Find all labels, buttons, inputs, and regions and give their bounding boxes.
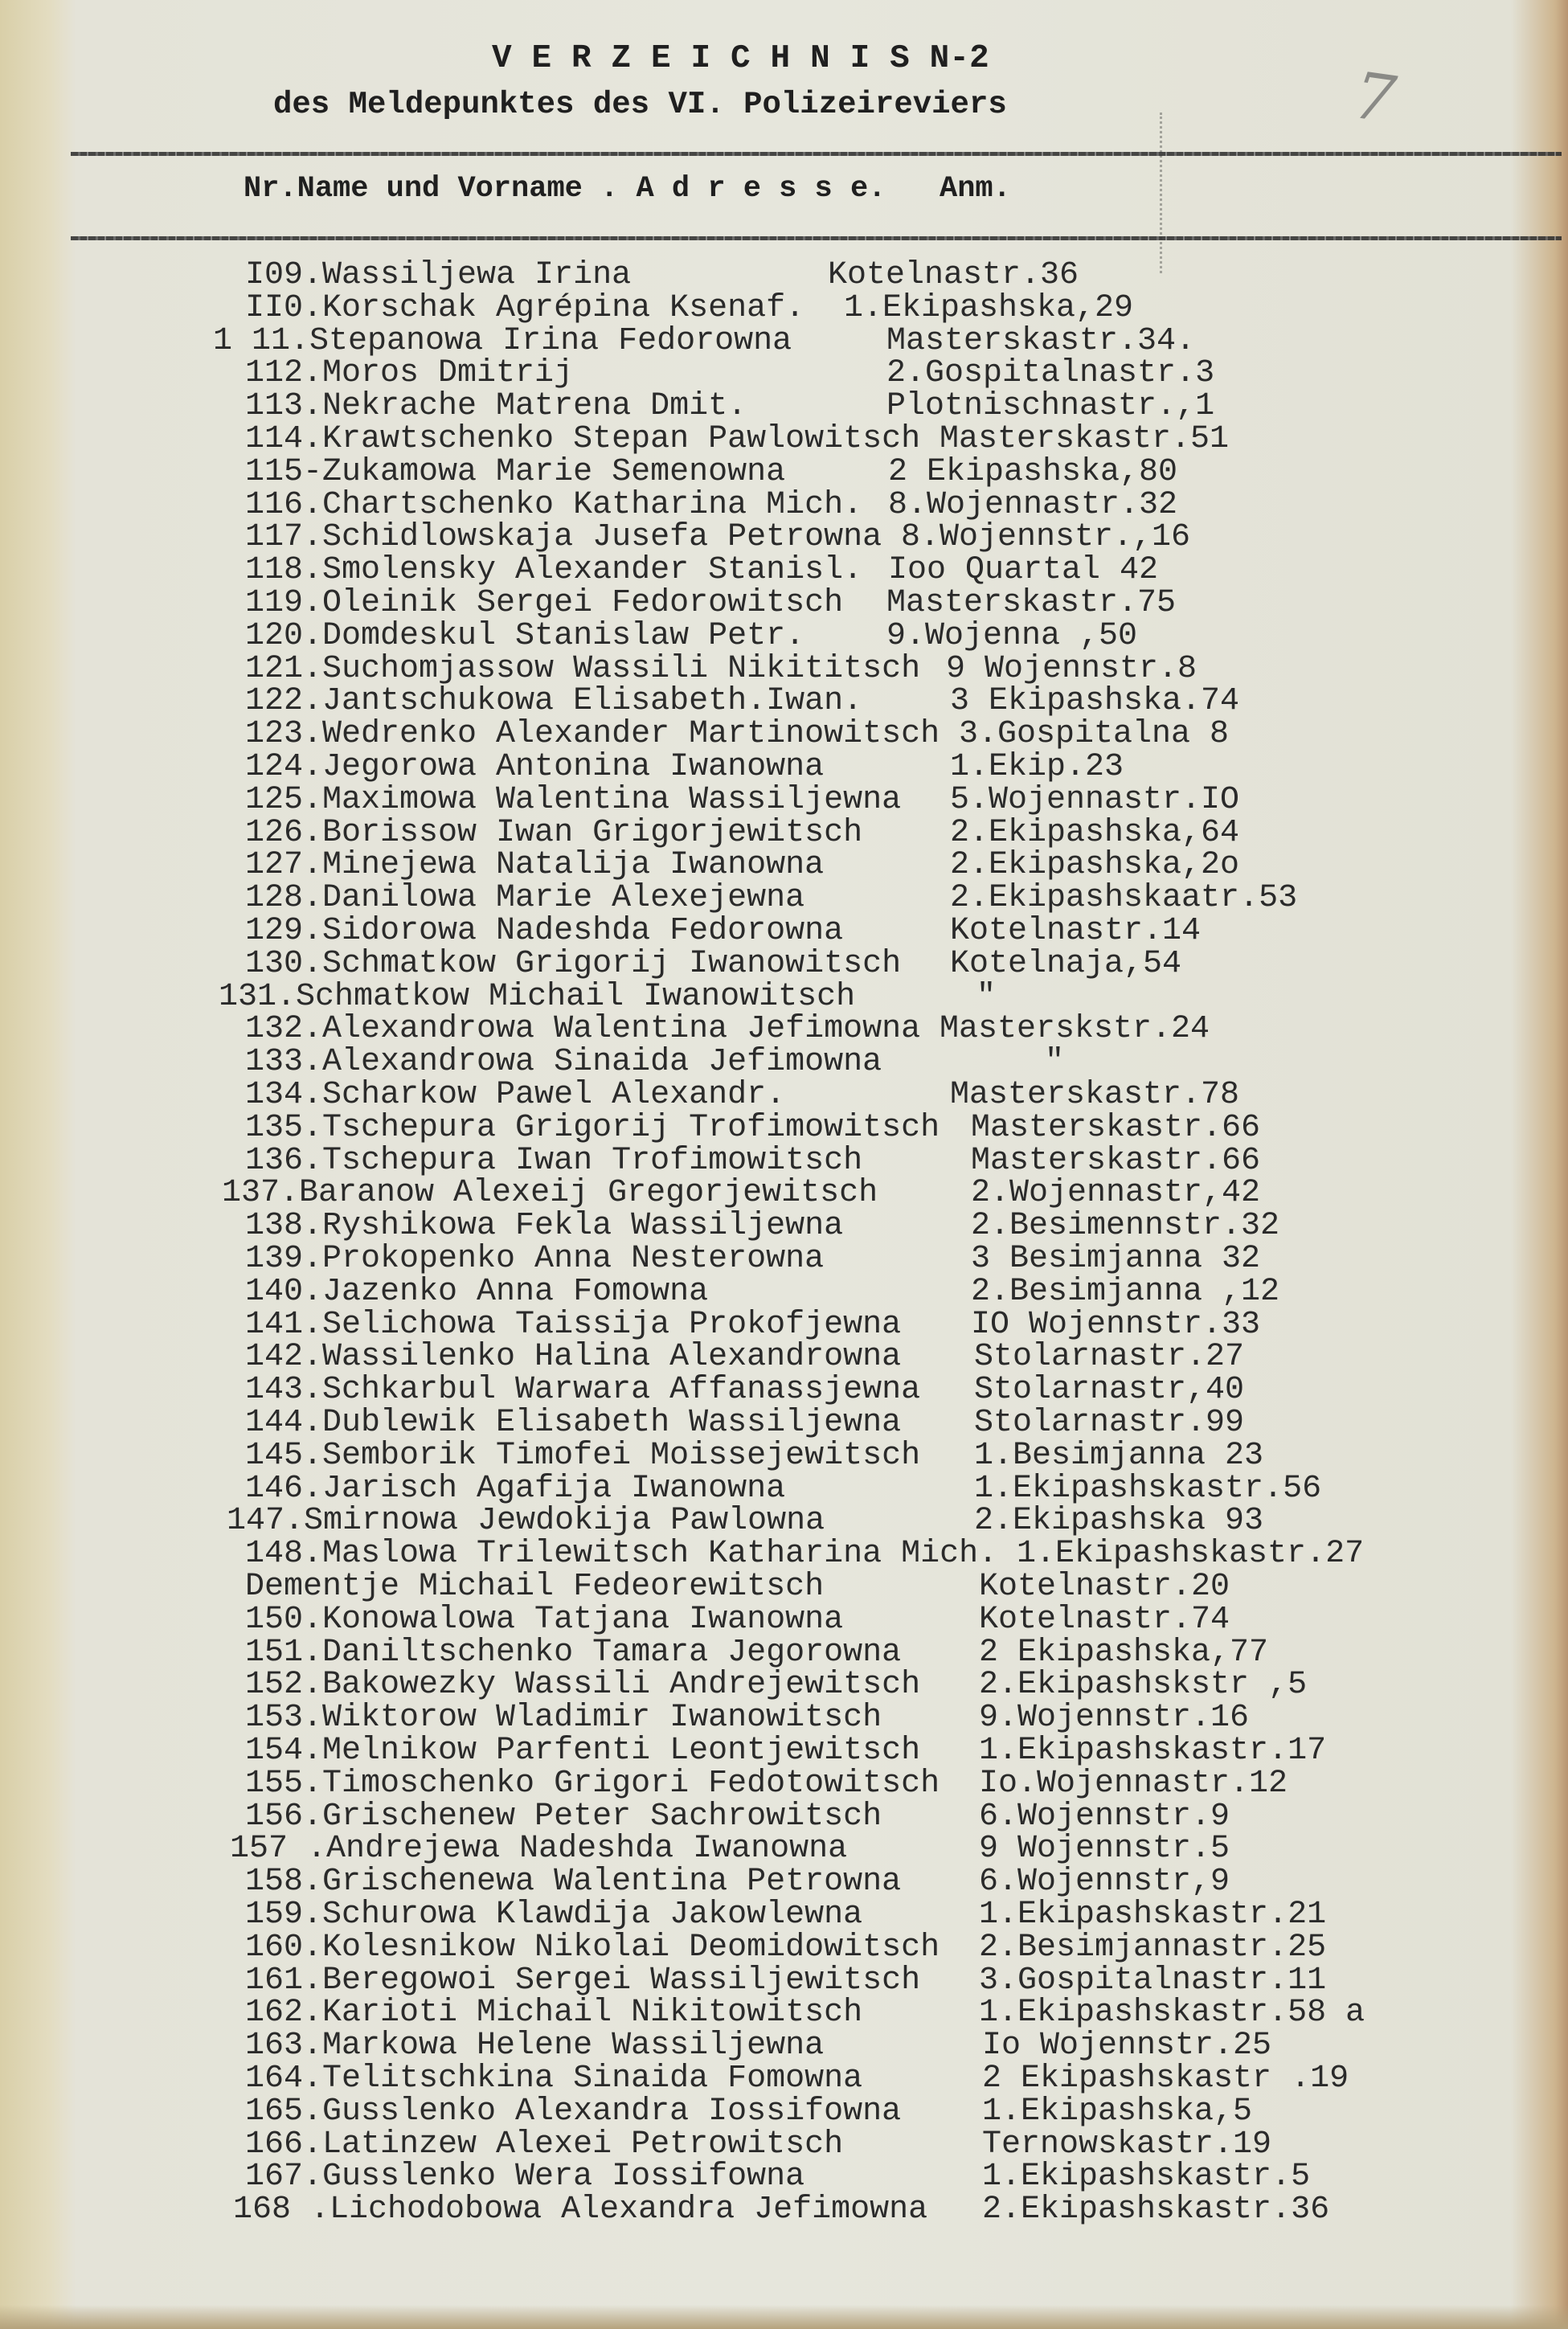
list-item (0, 945, 1568, 982)
entry-number: 144. (245, 1405, 323, 1441)
list-item (0, 1079, 1568, 1111)
entry-address: Kotelnastr.74 (979, 1601, 1230, 1638)
entry-number: 115- (245, 453, 323, 490)
entry-number: 131. (219, 978, 297, 1015)
entry-number: 121. (245, 650, 323, 687)
entry-number: 116. (245, 486, 323, 523)
list-item (0, 650, 1568, 687)
entry-number: 114. (245, 421, 323, 457)
entry-address: 3 Ekipashska.74 (950, 683, 1240, 720)
entry-name: Jarisch Agafija Iwanowna (322, 1470, 786, 1507)
entry-address: 1.Ekipashskastr.5 (982, 2159, 1311, 2196)
list-item (0, 1275, 1568, 1308)
entry-name: Baranow Alexeij Gregorjewitsch (299, 1175, 878, 1212)
entry-number: 156. (245, 1798, 323, 1835)
entry-address: 8.Wojennastr.32 (888, 486, 1178, 523)
entry-name: Gusslenko Wera Iossifowna (322, 2159, 805, 2196)
entry-address: 2.Ekipashska,2o (950, 847, 1240, 884)
entry-number: 160. (245, 1929, 323, 1966)
entry-name: Tschepura Iwan Trofimowitsch (322, 1142, 863, 1179)
list-item (0, 1536, 1568, 1573)
list-item (0, 1603, 1568, 1636)
entry-name: Borissow Iwan Grigorjewitsch (322, 814, 863, 851)
list-item (0, 486, 1568, 523)
entry-name: Grischenewa Walentina Petrowna (322, 1864, 902, 1901)
entry-number: 141. (245, 1306, 323, 1343)
list-item (0, 1700, 1568, 1737)
list-item (0, 1046, 1568, 1079)
entry-number: 133. (245, 1044, 323, 1081)
list-item (0, 1636, 1568, 1669)
list-item (0, 390, 1568, 423)
entry-name: Lichodobowa Alexandra Jefimowna (330, 2192, 928, 2229)
list-item (0, 1864, 1568, 1901)
entry-address: 3 Besimjanna 32 (971, 1241, 1261, 1277)
entry-name: Bakowezky Wassili Andrejewitsch (322, 1667, 921, 1704)
entry-number: 168 . (233, 2192, 330, 2229)
entry-number: 145. (245, 1437, 323, 1474)
entry-number: 162. (245, 1995, 323, 2032)
list-item (0, 1208, 1568, 1245)
list-item (0, 1406, 1568, 1439)
list-item (0, 2159, 1568, 2196)
entry-address: 1.Ekip.23 (950, 749, 1124, 785)
entry-number: 158. (245, 1864, 323, 1901)
list-item (0, 357, 1568, 390)
entry-address: 2.Ekipashskastr.36 (982, 2192, 1330, 2229)
entry-number: 138. (245, 1208, 323, 1245)
list-item (0, 1667, 1568, 1704)
list-item (0, 1111, 1568, 1144)
entry-address: Kotelnastr.36 (828, 257, 1079, 293)
entry-address: 1.Ekipashskastr.21 (979, 1897, 1327, 1933)
divider-line (71, 152, 1562, 156)
handwritten-page-number: 7 (1349, 57, 1401, 138)
entry-name: Wassiljewa Irina (322, 257, 632, 293)
entry-number: 132. (245, 1011, 323, 1048)
entry-name: Andrejewa Nadeshda Iwanowna (326, 1831, 848, 1868)
entry-address: Masterskastr.66 (971, 1142, 1261, 1179)
entry-number: 113. (245, 388, 323, 425)
entry-name: Domdeskul Stanislaw Petr. (322, 617, 805, 654)
entry-address: Masterskastr.66 (971, 1109, 1261, 1146)
entry-number: 155. (245, 1765, 323, 1802)
list-item (0, 322, 1568, 359)
entry-number: 159. (245, 1897, 323, 1933)
entry-address: 2.Ekipashskaatr.53 (950, 880, 1298, 917)
entry-address: 3.Gospitalnastr.11 (979, 1962, 1327, 1999)
entry-name: Dementje Michail Fedeorewitsch (245, 1569, 825, 1605)
list-item (0, 1800, 1568, 1833)
document-title: V E R Z E I C H N I S N-2 (492, 40, 989, 77)
entry-number: 157 . (230, 1831, 327, 1868)
list-item (0, 980, 1568, 1013)
entry-address: 6.Wojennstr.9 (979, 1798, 1230, 1835)
entry-name: Sidorowa Nadeshda Fedorowna (322, 913, 844, 949)
list-item (0, 1308, 1568, 1341)
entry-name: Timoschenko Grigori Fedotowitsch (322, 1765, 940, 1802)
entry-name: Daniltschenko Tamara Jegorowna (322, 1634, 902, 1671)
entry-address: 3.Gospitalna 8 (959, 716, 1230, 753)
entry-address: 1.Ekipashska,29 (844, 289, 1134, 326)
entry-address: Io Wojennstr.25 (982, 2028, 1272, 2065)
entry-name: Jegorowa Antonina Iwanowna (322, 749, 825, 785)
list-item (0, 1013, 1568, 1046)
entry-address: 2.Ekipashskstr ,5 (979, 1667, 1308, 1704)
entry-number: 146. (245, 1470, 323, 1507)
list-item (0, 1144, 1568, 1177)
entry-number: 150. (245, 1601, 323, 1638)
entry-address: Kotelnastr.14 (950, 913, 1202, 949)
entry-number: 147. (227, 1503, 305, 1540)
entry-name: Schidlowskaja Jusefa Petrowna (322, 519, 882, 556)
entry-address: 2.Besimjannastr.25 (979, 1929, 1327, 1966)
entry-name: Nekrache Matrena Dmit. (322, 388, 747, 425)
header-address: . A d r e s s e. (600, 172, 886, 206)
list-item (0, 1339, 1568, 1376)
list-item (0, 1931, 1568, 1964)
entry-address: Plotnischnastr.,1 (886, 388, 1215, 425)
entry-name: Beregowoi Sergei Wassiljewitsch (322, 1962, 921, 1999)
list-item (0, 587, 1568, 620)
entry-number: 120. (245, 617, 323, 654)
entry-number: 1 11. (213, 322, 310, 359)
entry-number: 139. (245, 1241, 323, 1277)
entry-address: Masterskastr.78 (950, 1077, 1240, 1113)
entry-address: 2 Ekipashska,77 (979, 1634, 1269, 1671)
entry-number: 125. (245, 781, 323, 818)
entry-address: 6.Wojennstr,9 (979, 1864, 1230, 1901)
entry-name: Konowalowa Tatjana Iwanowna (322, 1601, 844, 1638)
list-item (0, 1372, 1568, 1409)
entry-name: Wiktorow Wladimir Iwanowitsch (322, 1700, 882, 1737)
entry-number: 161. (245, 1962, 323, 1999)
entry-name: Jazenko Anna Fomowna (322, 1273, 709, 1310)
entry-number: 152. (245, 1667, 323, 1704)
entry-address: Io.Wojennastr.12 (979, 1765, 1288, 1802)
list-item (0, 1995, 1568, 2032)
entry-name: Minejewa Natalija Iwanowna (322, 847, 825, 884)
list-item (0, 1242, 1568, 1275)
entry-name: Schkarbul Warwara Affanassjewna (322, 1372, 921, 1409)
entry-address: 2.Wojennastr,42 (971, 1175, 1261, 1212)
entry-number: 129. (245, 913, 323, 949)
entry-number: 153. (245, 1700, 323, 1737)
list-item (0, 849, 1568, 882)
entry-address: 1.Ekipashska,5 (982, 2093, 1253, 2130)
entry-name: Maslowa Trilewitsch Katharina Mich. (322, 1536, 998, 1573)
entry-name: Schmatkow Grigorij Iwanowitsch (322, 945, 902, 982)
margin-dots (1160, 113, 1162, 273)
entry-number: 122. (245, 683, 323, 720)
entry-number: 130. (245, 945, 323, 982)
list-item (0, 685, 1568, 718)
entry-name: Grischenew Peter Sachrowitsch (322, 1798, 882, 1835)
list-item (0, 2095, 1568, 2128)
entry-name: Telitschkina Sinaida Fomowna (322, 2061, 863, 2097)
entry-number: 128. (245, 880, 323, 917)
entry-name: Smirnowa Jewdokija Pawlowna (304, 1503, 825, 1540)
list-item (0, 423, 1568, 456)
list-item (0, 915, 1568, 948)
entry-number: 142. (245, 1339, 323, 1376)
entry-address: 5.Wojennastr.IO (950, 781, 1240, 818)
entry-address: 1.Ekipashskastr.17 (979, 1733, 1327, 1769)
entry-name: Stepanowa Irina Fedorowna (309, 322, 792, 359)
entry-number: II0. (245, 289, 323, 326)
entry-address: 2 Ekipashska,80 (888, 453, 1178, 490)
list-item (0, 1734, 1568, 1767)
list-item (0, 751, 1568, 784)
entry-address: Masterskastr.34. (886, 322, 1196, 359)
list-item (0, 718, 1568, 751)
entry-address: 9 Wojennstr.5 (979, 1831, 1230, 1868)
entry-name: Ryshikowa Fekla Wassiljewna (322, 1208, 844, 1245)
header-nr-name: Nr.Name und Vorname (244, 172, 583, 206)
list-item (0, 814, 1568, 851)
entry-number: 134. (245, 1077, 323, 1113)
list-item (0, 521, 1568, 554)
entry-name: Alexandrowa Walentina Jefimowna (322, 1011, 921, 1048)
entry-address: Masterskastr.51 (940, 421, 1230, 457)
entry-address: 8.Wojennstr.,16 (901, 519, 1191, 556)
list-item (0, 2128, 1568, 2161)
entry-number: 127. (245, 847, 323, 884)
entry-name: Chartschenko Katharina Mich. (322, 486, 863, 523)
entry-name: Melnikow Parfenti Leontjewitsch (322, 1733, 921, 1769)
entry-address: Masterskastr.75 (886, 585, 1177, 621)
entry-address: 2.Ekipashska,64 (950, 814, 1240, 851)
entry-name: Schurowa Klawdija Jakowlewna (322, 1897, 863, 1933)
entry-address: " (976, 978, 997, 1015)
list-item (0, 554, 1568, 587)
entry-number: 165. (245, 2093, 323, 2130)
entry-number: 124. (245, 749, 323, 785)
entry-number: 118. (245, 552, 323, 589)
entry-address: Ioo Quartal 42 (888, 552, 1159, 589)
list-item (0, 453, 1568, 490)
entry-address: 2.Besimjanna ,12 (971, 1273, 1280, 1310)
entry-number: 112. (245, 355, 323, 392)
entry-number: 119. (245, 585, 323, 621)
list-item (0, 2028, 1568, 2065)
entry-name: Moros Dmitrij (322, 355, 574, 392)
entry-address: 9.Wojenna ,50 (886, 617, 1138, 654)
entry-name: Danilowa Marie Alexejewna (322, 880, 805, 917)
entry-address: Kotelnastr.20 (979, 1569, 1230, 1605)
entry-name: Scharkow Pawel Alexandr. (322, 1077, 786, 1113)
list-item (0, 617, 1568, 654)
entry-address: Kotelnaja,54 (950, 945, 1182, 982)
list-item (0, 289, 1568, 326)
list-item (0, 1767, 1568, 1800)
entry-name: Markowa Helene Wassiljewna (322, 2028, 825, 2065)
entry-address: IO Wojennstr.33 (971, 1306, 1261, 1343)
entry-number: 148. (245, 1536, 323, 1573)
entry-number: 117. (245, 519, 323, 556)
list-item (0, 1472, 1568, 1505)
entry-address: 2 Ekipashskastr .19 (982, 2061, 1349, 2097)
entry-number: 163. (245, 2028, 323, 2065)
entry-name: Kolesnikow Nikolai Deomidowitsch (322, 1929, 940, 1966)
paper-edge (0, 2305, 1568, 2329)
entry-number: 136. (245, 1142, 323, 1179)
entry-name: Prokopenko Anna Nesterowna (322, 1241, 825, 1277)
list-item (0, 882, 1568, 915)
entry-address: 9.Wojennstr.16 (979, 1700, 1250, 1737)
entry-name: Latinzew Alexei Petrowitsch (322, 2126, 844, 2163)
entry-address: 2.Besimennstr.32 (971, 1208, 1280, 1245)
entry-name: Oleinik Sergei Fedorowitsch (322, 585, 844, 621)
column-header (244, 172, 1011, 206)
document-subtitle: des Meldepunktes des VI. Polizeireviers (273, 87, 1007, 122)
entry-address: 2.Gospitalnastr.3 (886, 355, 1215, 392)
entry-address: Masterskstr.24 (940, 1011, 1210, 1048)
list-item (0, 1898, 1568, 1931)
entry-number: 167. (245, 2159, 323, 2196)
list-item (0, 1831, 1568, 1868)
entry-name: Krawtschenko Stepan Pawlowitsch (322, 421, 921, 457)
entry-name: Alexandrowa Sinaida Jefimowna (322, 1044, 882, 1081)
list-item (0, 2192, 1568, 2229)
entry-name: Dublewik Elisabeth Wassiljewna (322, 1405, 902, 1441)
entry-name: Gusslenko Alexandra Iossifowna (322, 2093, 902, 2130)
entry-address: 2.Ekipashska 93 (974, 1503, 1264, 1540)
header-remarks: Anm. (939, 172, 1011, 206)
entry-address: Stolarnastr.99 (974, 1405, 1245, 1441)
entry-name: Maximowa Walentina Wassiljewna (322, 781, 902, 818)
entry-name: Jantschukowa Elisabeth.Iwan. (322, 683, 863, 720)
entry-address: Stolarnastr.27 (974, 1339, 1245, 1376)
list-item (0, 2062, 1568, 2095)
entry-name: Zukamowa Marie Semenowna (322, 453, 786, 490)
entry-name: Korschak Agrépina Ksenaf. (322, 289, 805, 326)
list-item (0, 1439, 1568, 1472)
entry-name: Suchomjassow Wassili Nikititsch (322, 650, 921, 687)
entry-name: Karioti Michail Nikitowitsch (322, 1995, 863, 2032)
entry-number: 123. (245, 716, 323, 753)
entry-address: 1.Ekipashskastr.58 a (979, 1995, 1365, 2032)
list-item (0, 781, 1568, 818)
entry-name: Wassilenko Halina Alexandrowna (322, 1339, 902, 1376)
entry-address: 1.Ekipashskastr.27 (1017, 1536, 1365, 1573)
entry-number: 137. (222, 1175, 300, 1212)
list-item (0, 1503, 1568, 1540)
entry-address: " (1045, 1044, 1065, 1081)
entry-number: 143. (245, 1372, 323, 1409)
entry-name: Semborik Timofei Moissejewitsch (322, 1437, 921, 1474)
entry-number: 140. (245, 1273, 323, 1310)
entry-number: I09. (245, 257, 323, 293)
list-item (0, 259, 1568, 292)
entry-address: Stolarnastr,40 (974, 1372, 1245, 1409)
entry-name: Wedrenko Alexander Martinowitsch (322, 716, 940, 753)
entry-number: 126. (245, 814, 323, 851)
entry-number: 164. (245, 2061, 323, 2097)
entry-address: 1.Besimjanna 23 (974, 1437, 1264, 1474)
entry-number: 154. (245, 1733, 323, 1769)
list-item (0, 1964, 1568, 1997)
entry-name: Schmatkow Michail Iwanowitsch (296, 978, 856, 1015)
entry-number: 135. (245, 1109, 323, 1146)
entry-address: Ternowskastr.19 (982, 2126, 1272, 2163)
entry-address: 1.Ekipashskastr.56 (974, 1470, 1322, 1507)
entry-number: 166. (245, 2126, 323, 2163)
list-item (0, 1177, 1568, 1210)
list-item (0, 1570, 1568, 1603)
entry-name: Smolensky Alexander Stanisl. (322, 552, 863, 589)
entry-number: 151. (245, 1634, 323, 1671)
entry-name: Tschepura Grigorij Trofimowitsch (322, 1109, 940, 1146)
divider-line (71, 236, 1562, 240)
entry-address: 9 Wojennstr.8 (946, 650, 1197, 687)
entry-name: Selichowa Taissija Prokofjewna (322, 1306, 902, 1343)
